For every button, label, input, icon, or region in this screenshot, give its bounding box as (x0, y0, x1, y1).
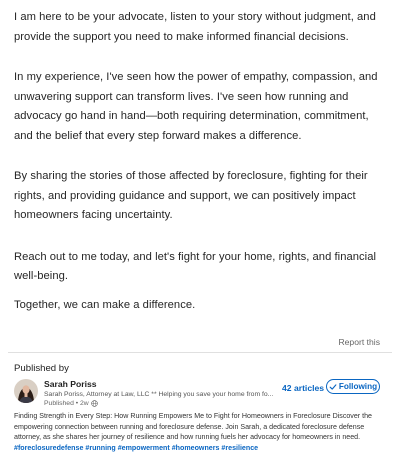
article-paragraph: I am here to be your advocate, listen to your story without judgment, and provide the support you need to make informed financial decisions. (14, 11, 376, 43)
divider (8, 352, 392, 353)
article-paragraph: Together, we can make a difference. (14, 298, 196, 311)
following-label: Following (338, 382, 378, 391)
checkmark-icon (329, 383, 337, 391)
article-paragraph: By sharing the stories of those affected by foreclosure, fighting for their rights, and providing guidance and support, we can positively impact homeowners facing uncertainty. (14, 170, 368, 221)
article-body (14, 8, 386, 315)
author-avatar[interactable] (14, 379, 38, 403)
author-headline: Sarah Poriss, Attorney at Law, LLC ** Helping you save your home from fo... (44, 391, 274, 398)
globe-icon (91, 400, 98, 407)
published-by-heading: Published by (14, 363, 69, 374)
hashtag-link[interactable]: #empowerment (117, 443, 170, 452)
article-paragraph: Reach out to me today, and let's fight for your home, rights, and financial well-being. (14, 250, 377, 282)
published-meta-text: Published • 2w (44, 400, 89, 407)
newsletter-description (14, 411, 386, 453)
hashtag-link[interactable]: #homeowners (171, 443, 220, 452)
author-name[interactable]: Sarah Poriss (44, 379, 97, 389)
hashtag-link[interactable]: #running (85, 443, 116, 452)
hashtag-link[interactable]: #resilience (221, 443, 259, 452)
articles-count-link[interactable]: 42 articles (282, 383, 325, 393)
published-meta (44, 400, 98, 407)
description-text: Finding Strength in Every Step: How Running Empowers Me to Fight for Homeowners in Foreclosure Discover the empowering connection between running and foreclosure defense. Join Sarah, a dedicated foreclosure defense attorney, as she shares her journey of resilience and how running fuels her advocacy for homeowners in need. (14, 412, 372, 442)
article-paragraph: In my experience, I've seen how the power of empathy, compassion, and unwavering support can transform lives. I've seen how running and advocacy go hand in hand—both requiring determination, commitment, and the belief that every step forward makes a difference. (14, 71, 378, 142)
report-link[interactable]: Report this (338, 337, 380, 347)
hashtag-link[interactable]: #foreclosuredefense (14, 443, 84, 452)
following-button[interactable] (326, 379, 380, 394)
